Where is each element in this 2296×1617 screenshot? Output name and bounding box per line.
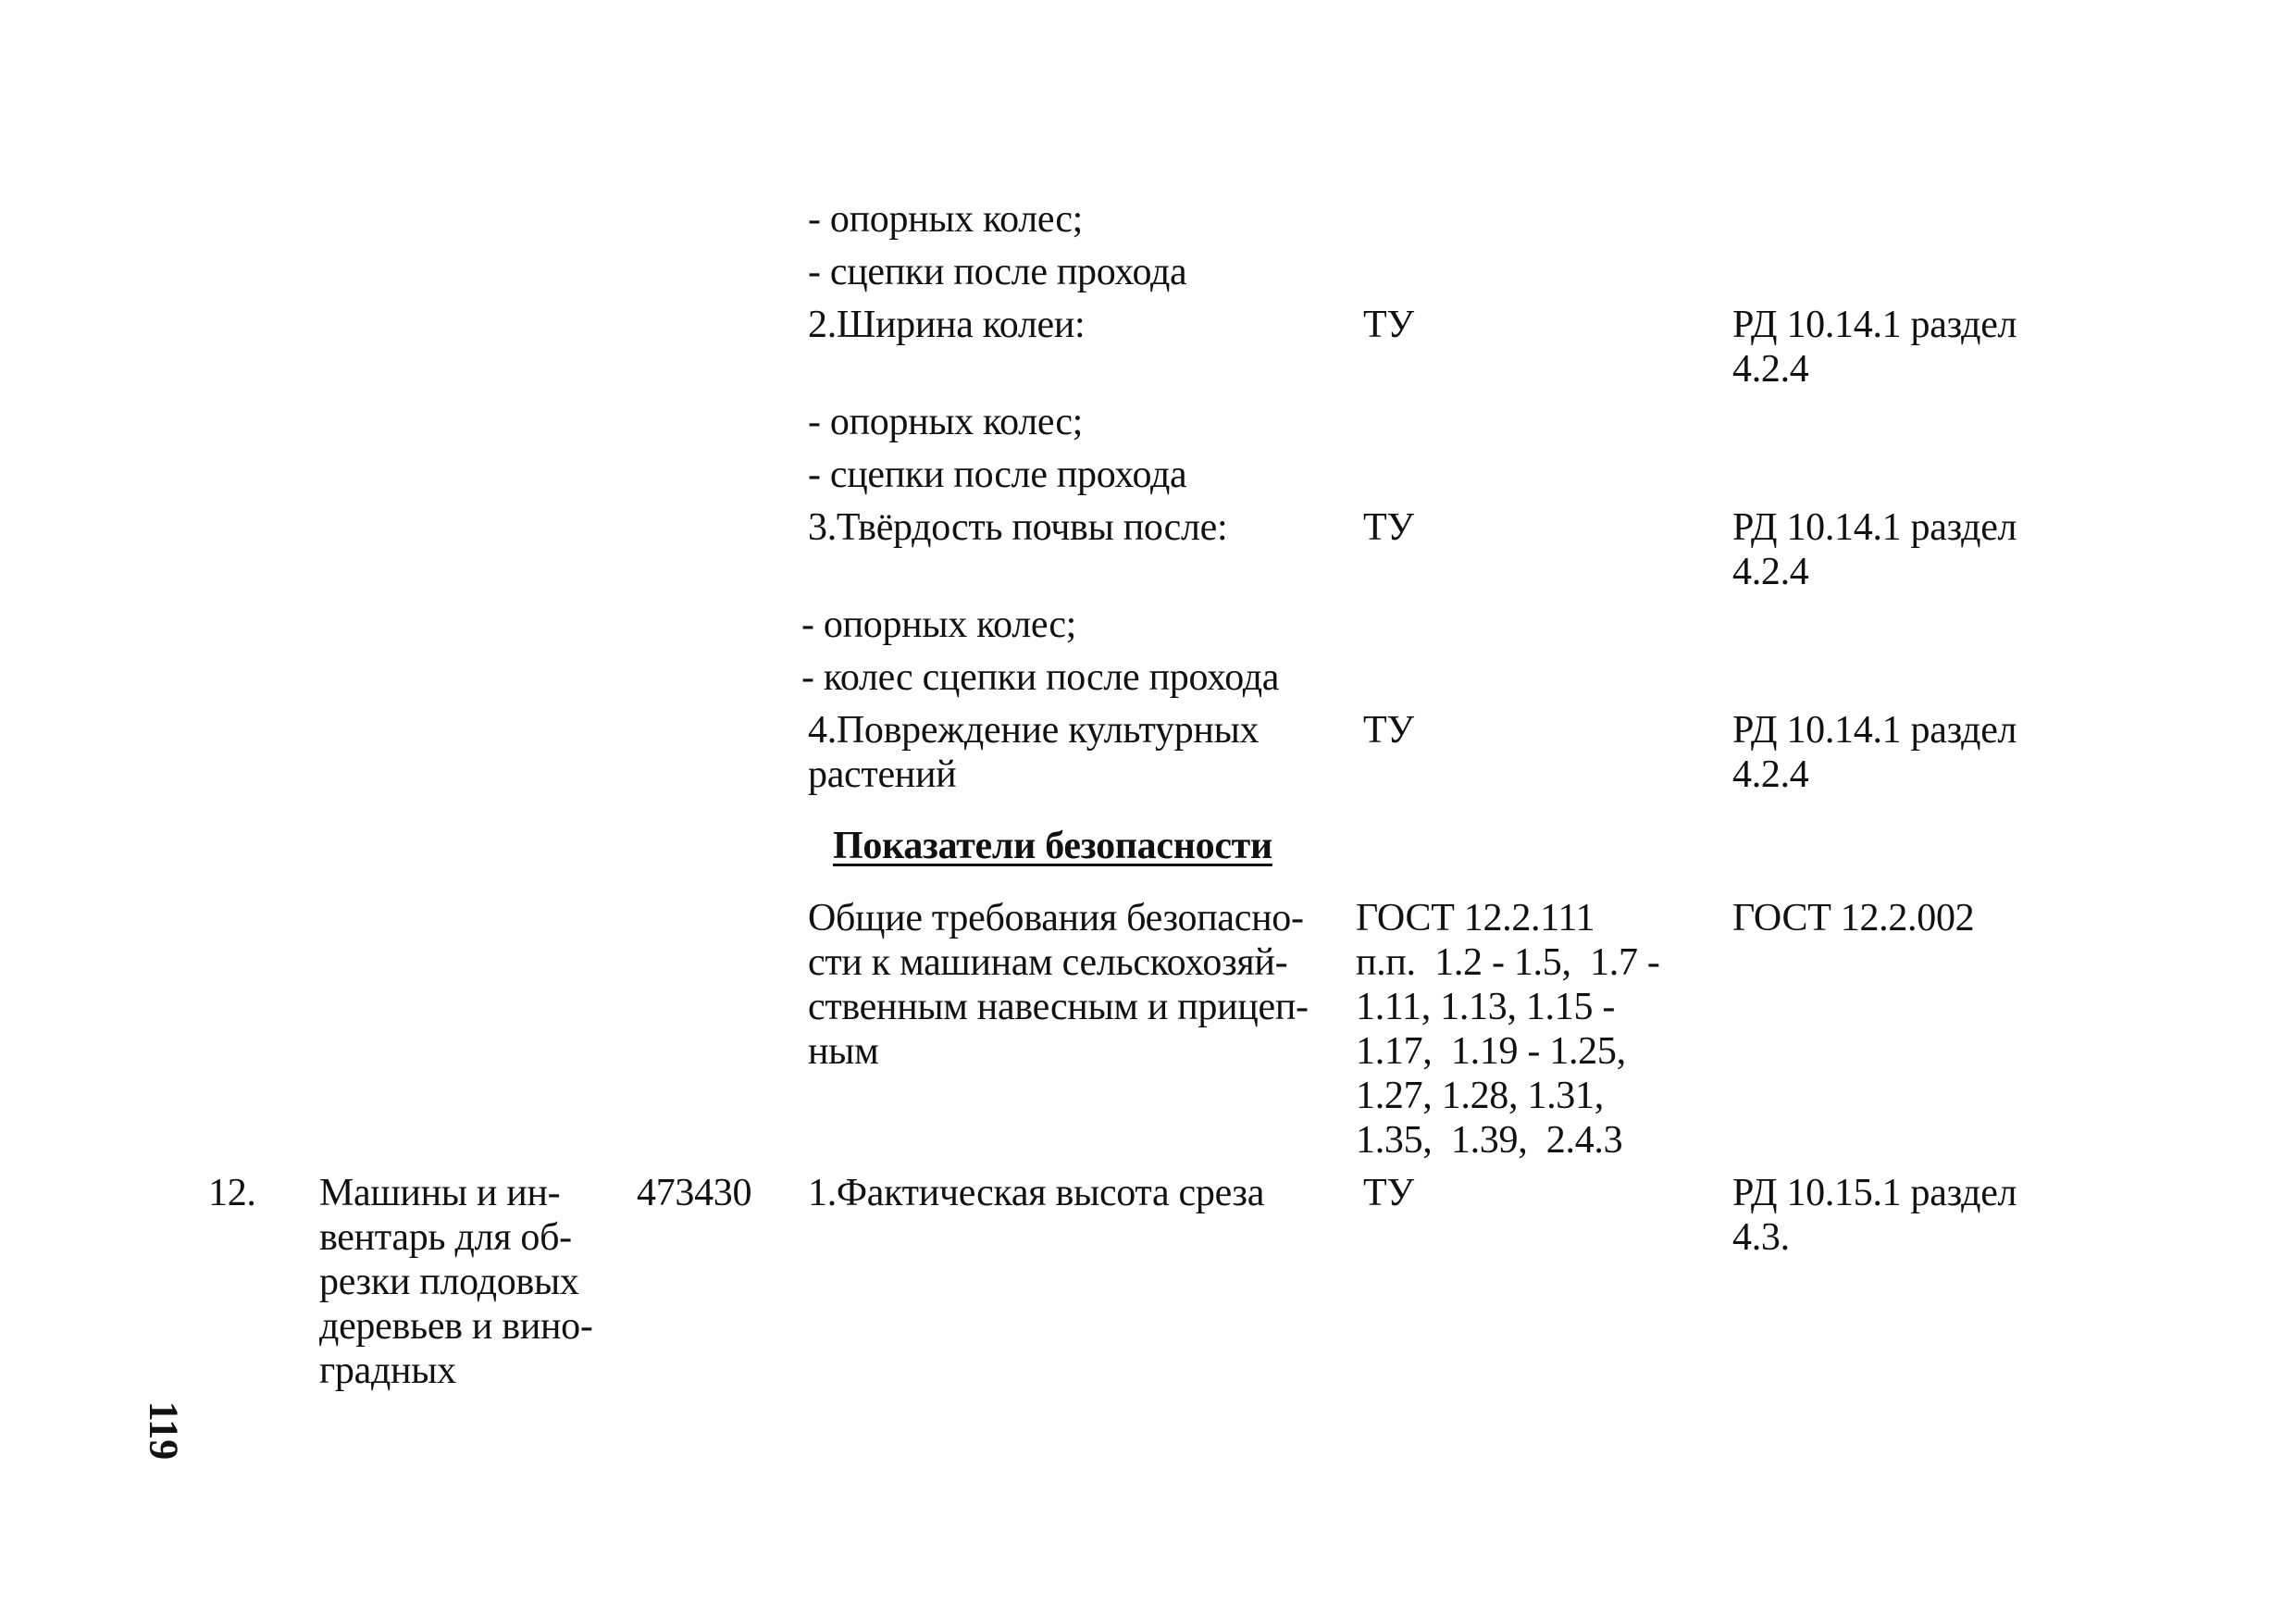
indicator-subline: - сцепки после прохода [808,251,1187,293]
test-method: 4.2.4 [1732,348,1809,391]
row-number: 12. [208,1172,256,1214]
requirement-doc: ТУ [1363,709,1414,752]
safety-normative-doc: 1.27, 1.28, 1.31, [1356,1075,1604,1117]
test-method: РД 10.14.1 раздел [1732,506,2017,549]
product-name: Машины и ин- [319,1172,561,1214]
requirement-doc: ТУ [1363,506,1414,549]
requirement-doc: ТУ [1363,1172,1414,1214]
indicator-name: 4.Повреждение культурных [808,709,1260,752]
indicator-subline: - опорных колес; [808,198,1084,241]
test-method: РД 10.14.1 раздел [1732,304,2017,346]
test-method: 4.2.4 [1732,551,1809,593]
indicator-name: растений [808,753,957,796]
safety-normative-doc: 1.11, 1.13, 1.15 - [1356,986,1616,1028]
test-method: 4.2.4 [1732,753,1809,796]
indicator-name: 1.Фактическая высота среза [808,1172,1265,1214]
safety-normative-doc: 1.17, 1.19 - 1.25, [1356,1030,1626,1073]
test-method: РД 10.15.1 раздел [1732,1172,2017,1214]
indicator-subline: - колес сцепки после прохода [801,656,1280,699]
product-name: градных [319,1350,456,1392]
section-heading: Показатели безопасности [833,825,1272,867]
safety-normative-doc: ГОСТ 12.2.111 [1356,897,1595,939]
indicator-subline: - опорных колес; [801,603,1077,646]
safety-requirement-name: ственным навесным и прицеп- [808,986,1309,1028]
product-code: 473430 [637,1172,752,1214]
requirement-doc: ТУ [1363,304,1414,346]
safety-test-method: ГОСТ 12.2.002 [1732,897,1975,939]
indicator-name: 3.Твёрдость почвы после: [808,506,1228,549]
indicator-subline: - сцепки после прохода [808,454,1187,496]
product-name: вентарь для об- [319,1216,572,1259]
product-name: резки плодовых [319,1261,579,1303]
indicator-subline: - опорных колес; [808,401,1084,443]
page-number: 119 [141,1400,187,1461]
indicator-name: 2.Ширина колеи: [808,304,1086,346]
safety-requirement-name: Общие требования безопасно- [808,897,1304,939]
safety-normative-doc: п.п. 1.2 - 1.5, 1.7 - [1356,941,1660,984]
product-name: деревьев и вино- [319,1305,593,1348]
safety-normative-doc: 1.35, 1.39, 2.4.3 [1356,1119,1623,1162]
safety-requirement-name: ным [808,1030,879,1073]
safety-requirement-name: сти к машинам сельскохозяй- [808,941,1288,984]
test-method: РД 10.14.1 раздел [1732,709,2017,752]
test-method: 4.3. [1732,1216,1790,1259]
